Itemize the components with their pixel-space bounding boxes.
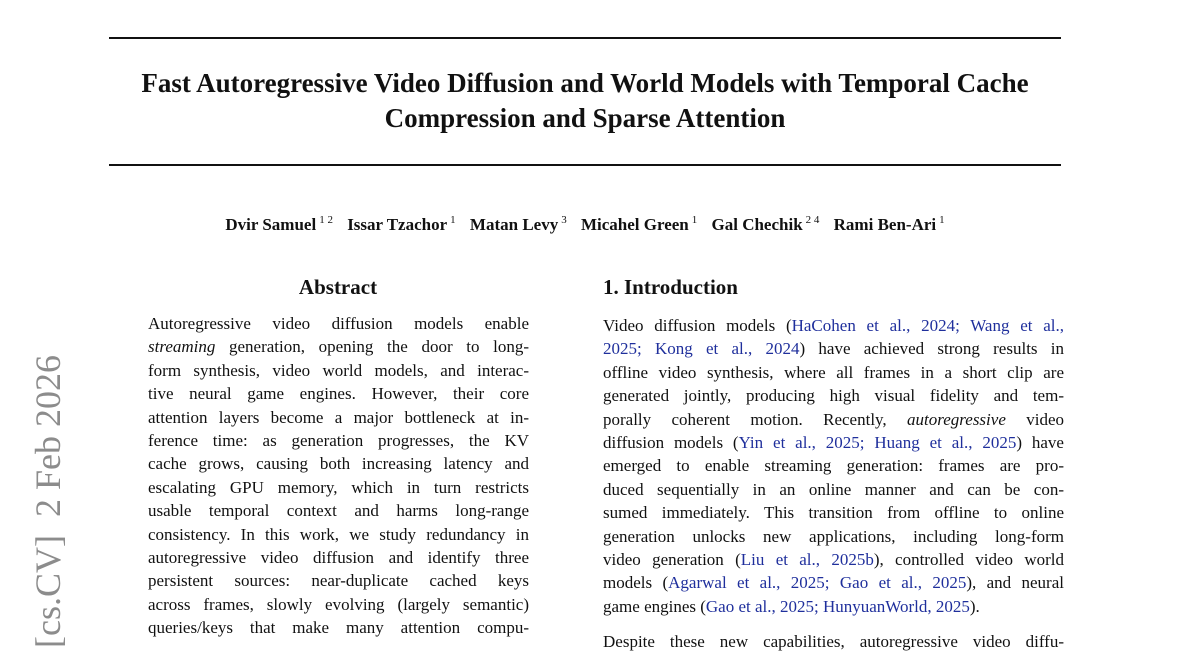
text-line [148,359,529,382]
text-line [603,384,1064,407]
text-run: duced sequentially in an online manner and can be con- [603,479,1064,499]
paper-title [109,66,1061,136]
paper-title-line-2: Compression and Sparse Attention [384,103,786,133]
introduction-heading: 1. Introduction [603,275,738,299]
text-run: ), and neural [966,573,1064,593]
text-line [148,429,529,452]
text-line [603,314,1064,337]
text-run: video [1005,409,1064,429]
author-6 [834,215,945,234]
author-name: Micahel Green [580,214,689,234]
text-line [148,546,529,569]
author-name: Dvir Samuel [225,214,317,234]
text-run: Video diffusion models ( [603,316,792,335]
introduction-paragraph-2: Despite these new capabilities, autoregressive video diffu- [603,632,1064,651]
author-list [109,208,1061,237]
text-line [603,571,1064,594]
text-run: consistency. In this work, we study redundancy in [148,524,529,544]
text-run: ference time: as generation progresses, the KV [148,430,529,450]
text-run: ), controlled video world [873,549,1064,569]
text-run: diffusion models ( [603,432,739,452]
text-run: ) have achieved strong results in [799,339,1064,359]
author-affiliation: 1 2 [319,214,333,226]
text-run: attention layers become a major bottleneck at in- [148,407,529,427]
text-line [603,595,1064,618]
abstract-heading: Abstract [298,275,378,299]
text-run: ) have [1016,432,1064,452]
text-line [148,406,529,429]
paper-title-line-1: Fast Autoregressive Video Diffusion and World Models with Temporal Cache [141,68,1029,98]
text-run: usable temporal context and harms long-range [148,501,529,521]
text-line [603,337,1064,360]
text-run: queries/keys that make many attention compu- [148,618,529,638]
text-line [603,548,1064,571]
author-5 [712,215,820,234]
emphasis-text: streaming [148,337,216,357]
text-run: generated jointly, producing high visual fidelity and tem- [603,386,1064,406]
text-run: tive neural game engines. However, their core [148,384,529,404]
citation-link[interactable]: Yin et al., 2025; Huang et al., 2025 [738,432,1017,452]
text-line [148,382,529,405]
text-line [148,616,529,639]
arxiv-side-stamp: [cs.CV] 2 Feb 2026 [28,355,68,648]
text-run: cache grows, causing both increasing latency and [148,454,529,474]
author-name: Issar Tzachor [347,214,448,234]
author-affiliation: 1 [939,214,945,226]
author-affiliation: 2 4 [805,214,820,226]
text-run: ). [969,596,980,616]
citation-link[interactable]: Agarwal et al., 2025; Gao et al., 2025 [668,573,967,593]
text-line [148,476,529,499]
text-run: sumed immediately. This transition from offline to online [603,503,1064,523]
citation-link[interactable]: HaCohen et al., 2024; Wang et al., [791,316,1064,335]
emphasis-text: autoregressive [907,409,1006,429]
author-affiliation: 3 [561,214,567,226]
text-line [603,454,1064,477]
title-top-rule [109,37,1061,39]
text-line [603,501,1064,524]
citation-link[interactable]: Liu et al., 2025b [740,549,874,569]
author-name: Rami Ben-Ari [833,214,937,234]
text-run: emerged to enable streaming generation: frames are pro- [603,456,1064,476]
author-name: Gal Chechik [711,214,803,234]
text-line [603,478,1064,501]
text-run: generation unlocks new applications, including long-form [603,526,1064,546]
author-1 [225,215,333,234]
author-name: Matan Levy [469,214,559,234]
text-run: video generation ( [603,549,741,569]
text-run: form synthesis, video world models, and interac- [148,360,529,380]
text-run: escalating GPU memory, which in turn restricts [148,477,529,497]
text-run: porally coherent motion. Recently, [603,409,908,429]
author-2 [347,215,455,234]
text-line [148,335,529,358]
author-affiliation: 1 [450,214,456,226]
author-4 [581,215,697,234]
citation-link[interactable]: Gao et al., 2025; HunyuanWorld, 2025 [705,596,970,616]
text-run: offline video synthesis, where all frames in a short clip are [603,362,1064,382]
text-run: Autoregressive video diffusion models enable [148,314,529,333]
text-run: game engines ( [603,596,706,616]
text-run: generation, opening the door to long- [215,337,529,357]
author-affiliation: 1 [691,214,698,226]
text-line [148,499,529,522]
author-3 [470,215,567,234]
text-run: autoregressive video diffusion and identify three [148,547,529,567]
citation-link[interactable]: 2025; Kong et al., 2024 [603,339,800,359]
text-line [148,452,529,475]
text-run: across frames, slowly evolving (largely semantic) [148,594,529,614]
text-line [603,525,1064,548]
title-bottom-rule [109,164,1061,166]
text-line [148,569,529,592]
text-line [603,361,1064,384]
text-run: models ( [603,573,669,593]
text-line [603,408,1064,431]
text-run: persistent sources: near-duplicate cached keys [148,571,529,591]
abstract-body [148,312,529,639]
text-line [148,312,529,335]
text-line [603,431,1064,454]
introduction-body [603,314,1064,618]
text-line [148,523,529,546]
text-line [148,593,529,616]
